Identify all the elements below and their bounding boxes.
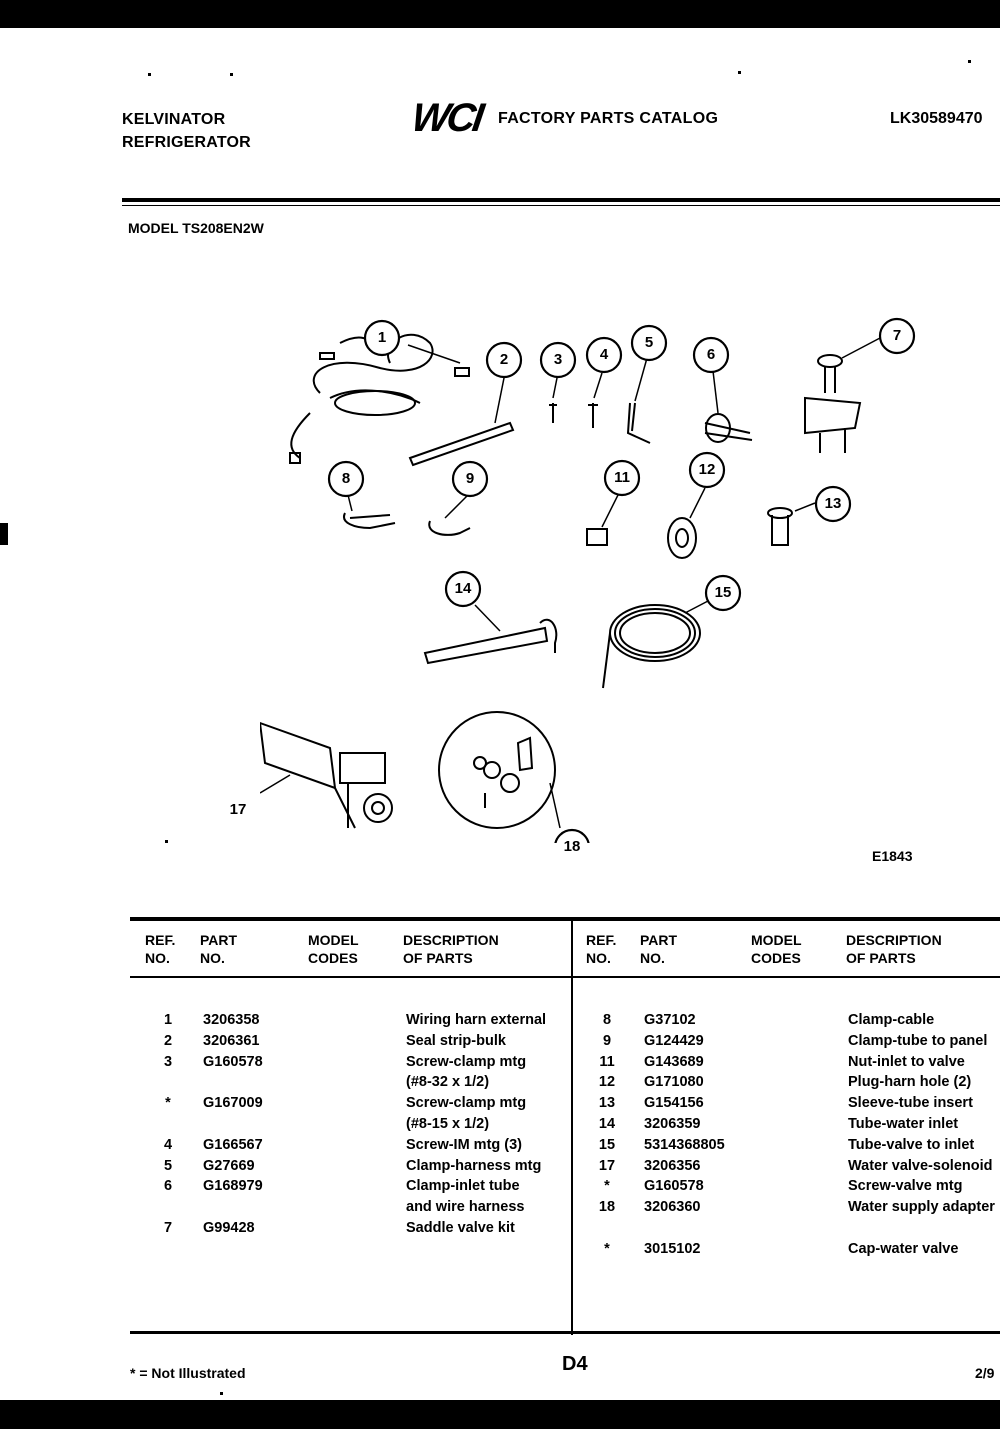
table-row-ref: * (165, 1095, 171, 1112)
table-row-part: 3206361 (203, 1032, 260, 1049)
catalog-title: FACTORY PARTS CATALOG (498, 110, 719, 127)
table-row-description: Tube-water inlet (848, 1116, 959, 1132)
table-row-description: Water supply adapter (848, 1199, 995, 1216)
part-screw-im (588, 403, 598, 428)
scan-speck (738, 71, 741, 74)
table-row-ref: 1 (163, 1012, 173, 1028)
header-ref-right: REF. NO. (586, 932, 617, 966)
table-row-description: Clamp-cable (848, 1012, 935, 1028)
table-row-part: G99428 (203, 1220, 255, 1236)
header-description: DESCRIPTION OF PARTS (403, 932, 499, 966)
callout-number-11: 11 (614, 469, 630, 486)
callout-number-7: 7 (892, 327, 902, 344)
table-row-description: Screw-valve mtg (848, 1178, 963, 1195)
catalog-number: LK30589470 (890, 110, 983, 127)
table-row-description: Water valve-solenoid (848, 1157, 993, 1174)
parts-diagram (260, 283, 980, 843)
header-model-right: MODEL CODES (751, 932, 802, 966)
part-plug-harn-hole (668, 518, 696, 558)
callout-number-14: 14 (454, 580, 472, 597)
table-row-description: Seal strip-bulk (406, 1032, 506, 1049)
part-nut-inlet (587, 529, 607, 545)
table-row-ref: 18 (598, 1199, 616, 1216)
header-rule (122, 198, 1000, 202)
table-row-description: Nut-inlet to valve (848, 1053, 965, 1070)
table-row-description: Screw-clamp mtg (406, 1095, 527, 1112)
table-row-ref: * (604, 1240, 610, 1257)
table-row-ref: 9 (602, 1032, 612, 1049)
not-illustrated-note: * = Not Illustrated (130, 1365, 246, 1381)
scan-speck (220, 1392, 223, 1395)
table-row-description: and wire harness (406, 1199, 525, 1216)
part-seal-strip (410, 423, 513, 465)
table-row-part: G124429 (644, 1032, 704, 1049)
callout-number-5: 5 (644, 334, 654, 351)
brand-block (122, 108, 251, 154)
callout-number-13: 13 (824, 495, 842, 512)
callout-number-1: 1 (377, 329, 387, 346)
table-row-ref: 8 (602, 1012, 612, 1028)
table-row-ref: 13 (598, 1095, 616, 1112)
brand-name: KELVINATOR (122, 111, 226, 128)
table-row-description: Tube-valve to inlet (848, 1136, 975, 1153)
callout-number-2: 2 (499, 351, 509, 368)
table-row-description: (#8-15 x 1/2) (406, 1116, 490, 1132)
diagram-code: E1843 (872, 848, 913, 864)
table-column-divider (571, 920, 573, 1335)
callout-number-4: 4 (599, 346, 609, 363)
scan-speck (230, 73, 233, 76)
header-description-right: DESCRIPTION OF PARTS (846, 932, 942, 966)
table-top-rule (130, 917, 1000, 921)
table-row-description: Wiring harn external (406, 1012, 547, 1028)
table-row-part: G166567 (203, 1136, 263, 1153)
table-row-part: G160578 (203, 1053, 263, 1070)
table-row-ref: 14 (598, 1116, 616, 1132)
table-row-description: Screw-clamp mtg (406, 1053, 527, 1070)
table-row-ref: 11 (599, 1053, 615, 1070)
table-row-ref: 6 (163, 1178, 173, 1195)
part-tube-water-inlet (425, 620, 556, 663)
table-row-part: 3206358 (203, 1012, 260, 1028)
table-row-description: Screw-IM mtg (3) (406, 1136, 523, 1153)
scan-speck (165, 840, 168, 843)
table-row-part: G143689 (644, 1053, 704, 1070)
table-row-ref: 7 (163, 1220, 173, 1236)
table-row-ref: 4 (163, 1136, 173, 1153)
part-water-valve-solenoid (260, 723, 392, 828)
table-row-ref: 2 (163, 1032, 173, 1049)
part-clamp-tube (429, 521, 470, 535)
callout-number-12: 12 (698, 461, 716, 478)
header-ref: REF. NO. (145, 932, 176, 966)
table-header-rule (130, 976, 1000, 978)
part-saddle-valve (805, 355, 860, 453)
callout-number-15: 15 (714, 584, 732, 601)
page-date: 2/9 (975, 1365, 995, 1381)
part-water-supply-adapter (439, 712, 555, 828)
table-row-part: 3206360 (644, 1199, 701, 1216)
table-row-part: G37102 (644, 1012, 696, 1028)
scan-edge-mark (0, 523, 8, 545)
table-row-ref: 15 (598, 1136, 616, 1153)
table-row-part: G167009 (203, 1095, 263, 1112)
table-row-description: Sleeve-tube insert (848, 1095, 973, 1112)
part-clamp-inlet-tube (705, 414, 752, 442)
scan-speck (148, 73, 151, 76)
table-row-ref: 3 (163, 1053, 173, 1070)
header-model: MODEL CODES (308, 932, 359, 966)
table-row-description: Clamp-harness mtg (406, 1157, 542, 1174)
product-type: REFRIGERATOR (122, 134, 251, 151)
callout-number-17: 17 (229, 801, 247, 818)
table-row-ref: * (604, 1178, 610, 1195)
table-bottom-rule (130, 1331, 1000, 1334)
page-number: D4 (562, 1353, 588, 1375)
callout-number-9: 9 (465, 470, 475, 487)
table-row-description: (#8-32 x 1/2) (406, 1074, 490, 1091)
table-row-description: Plug-harn hole (2) (848, 1074, 972, 1091)
table-row-ref: 12 (598, 1074, 616, 1091)
table-row-ref: 17 (598, 1157, 616, 1174)
callout-number-3: 3 (553, 351, 563, 368)
header-part: PART NO. (200, 932, 238, 966)
table-row-description: Cap-water valve (848, 1240, 959, 1257)
table-row-part: G171080 (644, 1074, 704, 1091)
table-row-part: 3206359 (644, 1116, 701, 1132)
table-row-description: Clamp-inlet tube (406, 1178, 520, 1195)
header-part-right: PART NO. (640, 932, 678, 966)
callout-number-18: 18 (563, 838, 581, 855)
table-row-ref: 5 (163, 1157, 173, 1174)
table-row-part: G160578 (644, 1178, 704, 1195)
part-sleeve-insert (768, 508, 792, 545)
header-rule-thin (122, 205, 1000, 206)
table-row-part: G27669 (203, 1157, 255, 1174)
table-row-part: 3206356 (644, 1157, 701, 1174)
wci-logo: WCI (408, 96, 484, 140)
table-row-part: G154156 (644, 1095, 704, 1112)
table-row-part: G168979 (203, 1178, 263, 1195)
model-line: MODEL TS208EN2W (128, 220, 264, 236)
part-clamp-cable (344, 513, 395, 528)
table-row-description: Saddle valve kit (406, 1220, 515, 1236)
table-row-description: Clamp-tube to panel (848, 1032, 988, 1049)
scan-speck (968, 60, 971, 63)
table-row-part: 5314368805 (644, 1136, 725, 1153)
table-row-part: 3015102 (644, 1240, 701, 1257)
callout-number-6: 6 (706, 346, 716, 363)
catalog-page (0, 28, 1000, 1400)
part-screw-clamp (549, 403, 557, 423)
part-tube-valve-to-inlet (603, 605, 700, 688)
callout-number-8: 8 (341, 470, 351, 487)
part-clamp-harness (628, 403, 650, 443)
